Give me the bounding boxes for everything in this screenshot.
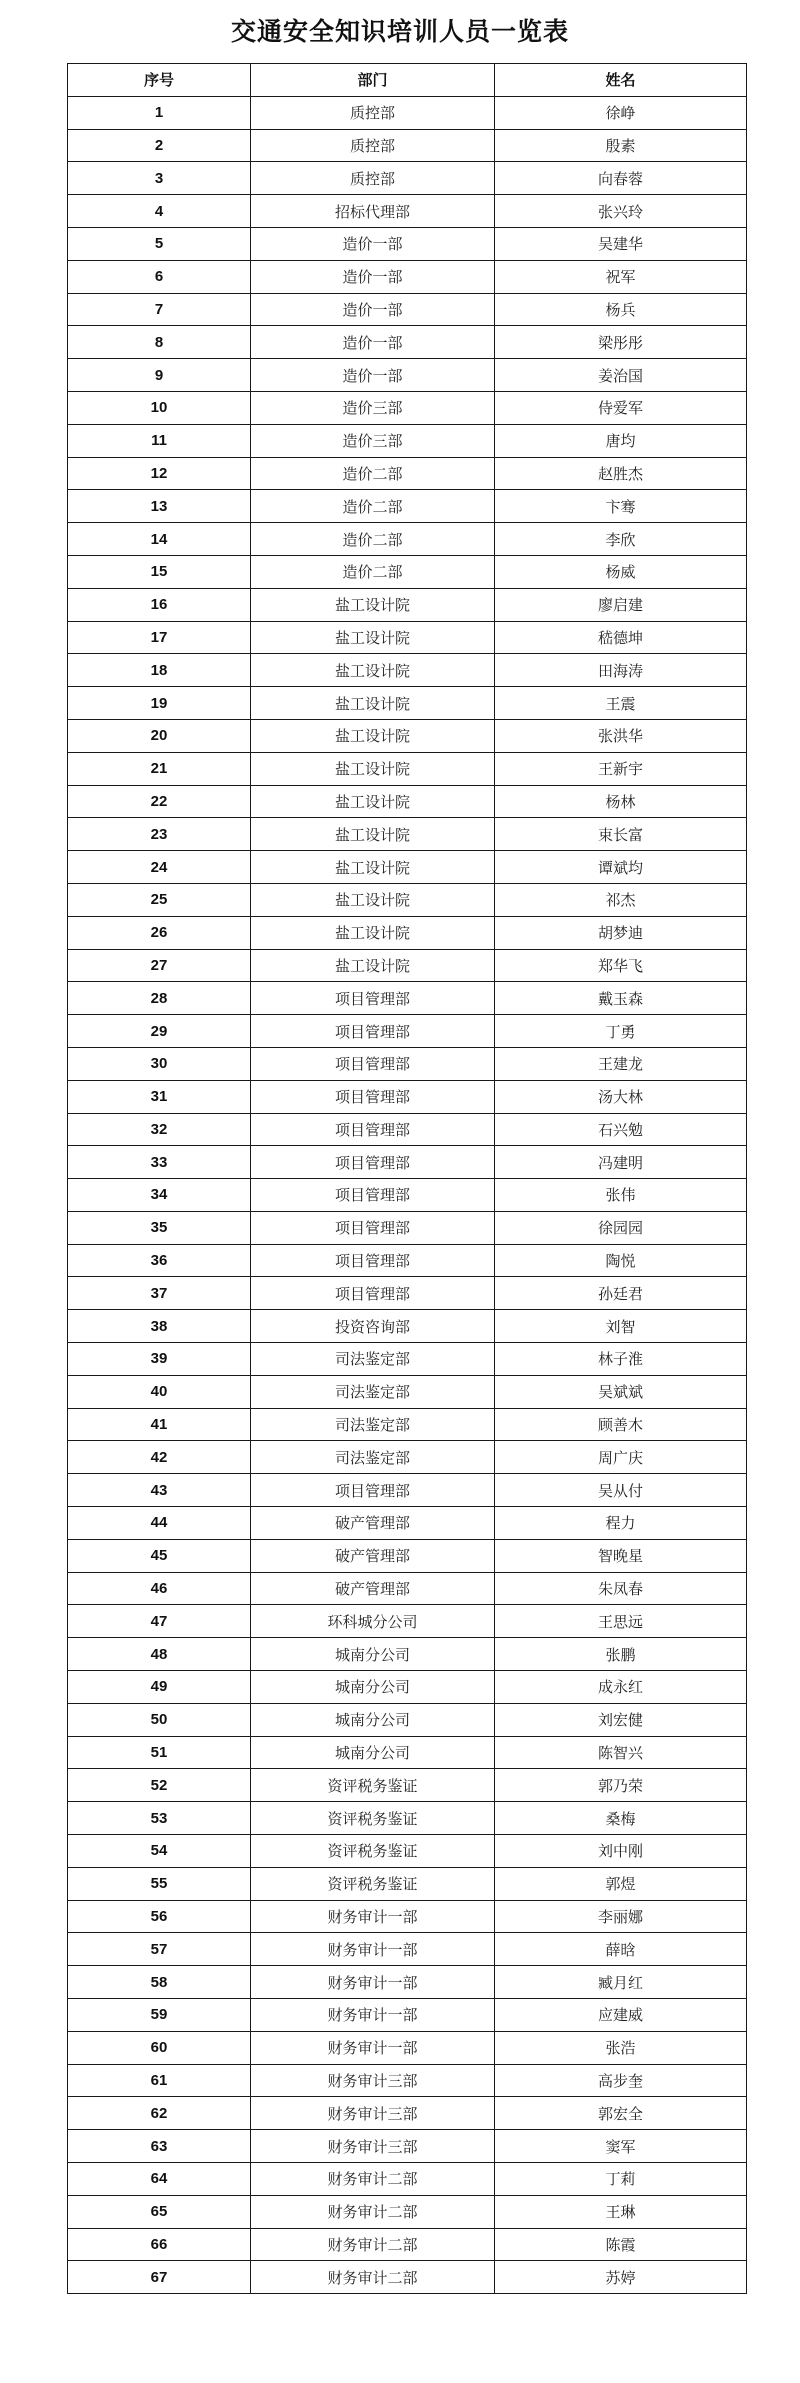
- row-index: 18: [68, 654, 251, 687]
- row-name: 王思远: [495, 1605, 747, 1638]
- row-department: 财务审计二部: [251, 2261, 495, 2294]
- row-name: 丁莉: [495, 2163, 747, 2196]
- row-department: 司法鉴定部: [251, 1441, 495, 1474]
- header-department: 部门: [251, 64, 495, 97]
- table-row: [68, 1047, 747, 1080]
- row-index: 33: [68, 1146, 251, 1179]
- table-row: [68, 1244, 747, 1277]
- row-index: 11: [68, 424, 251, 457]
- table-row: [68, 687, 747, 720]
- row-name: 薛晗: [495, 1933, 747, 1966]
- row-index: 19: [68, 687, 251, 720]
- row-name: 徐峥: [495, 96, 747, 129]
- row-name: 王琳: [495, 2195, 747, 2228]
- table-row: [68, 424, 747, 457]
- row-department: 资评税务鉴证: [251, 1835, 495, 1868]
- table-row: [68, 1080, 747, 1113]
- row-index: 15: [68, 555, 251, 588]
- table-header-row: [68, 64, 747, 97]
- row-index: 21: [68, 752, 251, 785]
- table-row: [68, 2064, 747, 2097]
- table-row: [68, 1835, 747, 1868]
- table-row: [68, 260, 747, 293]
- row-index: 17: [68, 621, 251, 654]
- row-index: 10: [68, 391, 251, 424]
- row-department: 项目管理部: [251, 1113, 495, 1146]
- row-department: 盐工设计院: [251, 883, 495, 916]
- row-name: 嵇德坤: [495, 621, 747, 654]
- row-department: 盐工设计院: [251, 588, 495, 621]
- table-row: [68, 621, 747, 654]
- row-department: 司法鉴定部: [251, 1375, 495, 1408]
- row-department: 城南分公司: [251, 1703, 495, 1736]
- row-index: 41: [68, 1408, 251, 1441]
- table-row: [68, 818, 747, 851]
- row-index: 59: [68, 1999, 251, 2032]
- row-name: 刘中刚: [495, 1835, 747, 1868]
- row-department: 司法鉴定部: [251, 1408, 495, 1441]
- row-department: 破产管理部: [251, 1539, 495, 1572]
- row-index: 25: [68, 883, 251, 916]
- row-name: 祁杰: [495, 883, 747, 916]
- table-row: [68, 588, 747, 621]
- table-row: [68, 1310, 747, 1343]
- row-index: 60: [68, 2031, 251, 2064]
- table-row: [68, 752, 747, 785]
- table-row: [68, 2031, 747, 2064]
- table-row: [68, 129, 747, 162]
- row-index: 12: [68, 457, 251, 490]
- row-name: 束长富: [495, 818, 747, 851]
- row-name: 陈智兴: [495, 1736, 747, 1769]
- table-row: [68, 227, 747, 260]
- row-index: 55: [68, 1867, 251, 1900]
- row-name: 汤大林: [495, 1080, 747, 1113]
- row-department: 项目管理部: [251, 1244, 495, 1277]
- table-row: [68, 1277, 747, 1310]
- row-department: 司法鉴定部: [251, 1343, 495, 1376]
- row-name: 丁勇: [495, 1015, 747, 1048]
- row-department: 项目管理部: [251, 1179, 495, 1212]
- table-row: [68, 2130, 747, 2163]
- row-department: 造价二部: [251, 555, 495, 588]
- row-name: 石兴勉: [495, 1113, 747, 1146]
- row-department: 造价一部: [251, 293, 495, 326]
- row-name: 郭乃荣: [495, 1769, 747, 1802]
- row-department: 项目管理部: [251, 1277, 495, 1310]
- row-name: 徐园园: [495, 1211, 747, 1244]
- row-name: 祝军: [495, 260, 747, 293]
- row-name: 窦军: [495, 2130, 747, 2163]
- row-department: 招标代理部: [251, 195, 495, 228]
- row-name: 张兴玲: [495, 195, 747, 228]
- table-row: [68, 1211, 747, 1244]
- row-name: 殷素: [495, 129, 747, 162]
- row-department: 项目管理部: [251, 1211, 495, 1244]
- table-row: [68, 1441, 747, 1474]
- row-name: 智晚星: [495, 1539, 747, 1572]
- row-department: 破产管理部: [251, 1572, 495, 1605]
- row-index: 2: [68, 129, 251, 162]
- row-index: 8: [68, 326, 251, 359]
- row-name: 唐均: [495, 424, 747, 457]
- row-index: 52: [68, 1769, 251, 1802]
- row-index: 58: [68, 1966, 251, 1999]
- row-name: 杨林: [495, 785, 747, 818]
- row-name: 苏婷: [495, 2261, 747, 2294]
- row-name: 臧月红: [495, 1966, 747, 1999]
- row-index: 36: [68, 1244, 251, 1277]
- row-department: 城南分公司: [251, 1638, 495, 1671]
- row-index: 62: [68, 2097, 251, 2130]
- row-index: 50: [68, 1703, 251, 1736]
- row-department: 城南分公司: [251, 1671, 495, 1704]
- table-row: [68, 1507, 747, 1540]
- table-row: [68, 1867, 747, 1900]
- table-row: [68, 851, 747, 884]
- table-row: [68, 1343, 747, 1376]
- row-name: 陈霞: [495, 2228, 747, 2261]
- row-index: 37: [68, 1277, 251, 1310]
- table-row: [68, 1572, 747, 1605]
- row-department: 质控部: [251, 162, 495, 195]
- table-row: [68, 2228, 747, 2261]
- row-name: 赵胜杰: [495, 457, 747, 490]
- row-name: 桑梅: [495, 1802, 747, 1835]
- row-index: 30: [68, 1047, 251, 1080]
- row-index: 51: [68, 1736, 251, 1769]
- row-index: 4: [68, 195, 251, 228]
- row-name: 冯建明: [495, 1146, 747, 1179]
- table-row: [68, 1703, 747, 1736]
- row-department: 财务审计二部: [251, 2228, 495, 2261]
- row-name: 郭煜: [495, 1867, 747, 1900]
- table-row: [68, 1474, 747, 1507]
- row-department: 项目管理部: [251, 1474, 495, 1507]
- table-row: [68, 1179, 747, 1212]
- row-department: 城南分公司: [251, 1736, 495, 1769]
- header-name: 姓名: [495, 64, 747, 97]
- table-row: [68, 982, 747, 1015]
- row-department: 造价三部: [251, 391, 495, 424]
- row-department: 破产管理部: [251, 1507, 495, 1540]
- row-index: 14: [68, 523, 251, 556]
- row-index: 53: [68, 1802, 251, 1835]
- row-name: 张鹏: [495, 1638, 747, 1671]
- row-department: 造价一部: [251, 359, 495, 392]
- row-index: 29: [68, 1015, 251, 1048]
- row-name: 王新宇: [495, 752, 747, 785]
- row-department: 造价三部: [251, 424, 495, 457]
- row-name: 向春蓉: [495, 162, 747, 195]
- table-row: [68, 555, 747, 588]
- row-department: 造价二部: [251, 490, 495, 523]
- row-department: 盐工设计院: [251, 949, 495, 982]
- row-department: 造价二部: [251, 523, 495, 556]
- table-row: [68, 2261, 747, 2294]
- row-index: 22: [68, 785, 251, 818]
- row-department: 项目管理部: [251, 982, 495, 1015]
- row-department: 盐工设计院: [251, 719, 495, 752]
- row-department: 资评税务鉴证: [251, 1769, 495, 1802]
- row-index: 7: [68, 293, 251, 326]
- row-index: 42: [68, 1441, 251, 1474]
- row-index: 64: [68, 2163, 251, 2196]
- table-row: [68, 1375, 747, 1408]
- row-department: 盐工设计院: [251, 654, 495, 687]
- table-row: [68, 523, 747, 556]
- table-row: [68, 1539, 747, 1572]
- row-index: 49: [68, 1671, 251, 1704]
- row-department: 投资咨询部: [251, 1310, 495, 1343]
- row-name: 卞骞: [495, 490, 747, 523]
- table-row: [68, 654, 747, 687]
- row-name: 郑华飞: [495, 949, 747, 982]
- row-index: 38: [68, 1310, 251, 1343]
- row-index: 34: [68, 1179, 251, 1212]
- row-department: 项目管理部: [251, 1080, 495, 1113]
- row-index: 48: [68, 1638, 251, 1671]
- row-department: 造价一部: [251, 326, 495, 359]
- row-name: 王建龙: [495, 1047, 747, 1080]
- row-department: 财务审计三部: [251, 2097, 495, 2130]
- row-index: 9: [68, 359, 251, 392]
- row-name: 郭宏全: [495, 2097, 747, 2130]
- table-row: [68, 1769, 747, 1802]
- row-name: 谭斌均: [495, 851, 747, 884]
- row-department: 项目管理部: [251, 1047, 495, 1080]
- table-row: [68, 391, 747, 424]
- row-index: 27: [68, 949, 251, 982]
- row-index: 26: [68, 916, 251, 949]
- row-department: 质控部: [251, 129, 495, 162]
- row-index: 28: [68, 982, 251, 1015]
- row-index: 44: [68, 1507, 251, 1540]
- table-row: [68, 1015, 747, 1048]
- row-department: 造价一部: [251, 260, 495, 293]
- row-name: 成永红: [495, 1671, 747, 1704]
- row-name: 戴玉森: [495, 982, 747, 1015]
- table-row: [68, 916, 747, 949]
- row-index: 40: [68, 1375, 251, 1408]
- table-row: [68, 2163, 747, 2196]
- row-name: 吴建华: [495, 227, 747, 260]
- table-row: [68, 1408, 747, 1441]
- row-index: 1: [68, 96, 251, 129]
- row-department: 财务审计一部: [251, 2031, 495, 2064]
- table-row: [68, 359, 747, 392]
- row-name: 张伟: [495, 1179, 747, 1212]
- row-department: 财务审计一部: [251, 1900, 495, 1933]
- row-department: 盐工设计院: [251, 851, 495, 884]
- row-department: 财务审计二部: [251, 2163, 495, 2196]
- row-department: 资评税务鉴证: [251, 1867, 495, 1900]
- row-name: 胡梦迪: [495, 916, 747, 949]
- row-index: 20: [68, 719, 251, 752]
- row-index: 39: [68, 1343, 251, 1376]
- row-name: 孙廷君: [495, 1277, 747, 1310]
- row-department: 盐工设计院: [251, 785, 495, 818]
- row-department: 造价二部: [251, 457, 495, 490]
- table-row: [68, 883, 747, 916]
- table-row: [68, 949, 747, 982]
- table-row: [68, 457, 747, 490]
- row-index: 63: [68, 2130, 251, 2163]
- row-department: 财务审计一部: [251, 1933, 495, 1966]
- row-index: 16: [68, 588, 251, 621]
- table-row: [68, 1900, 747, 1933]
- row-department: 资评税务鉴证: [251, 1802, 495, 1835]
- row-department: 财务审计三部: [251, 2064, 495, 2097]
- row-index: 46: [68, 1572, 251, 1605]
- table-row: [68, 2195, 747, 2228]
- row-department: 盐工设计院: [251, 687, 495, 720]
- table-row: [68, 1999, 747, 2032]
- table-row: [68, 2097, 747, 2130]
- row-index: 61: [68, 2064, 251, 2097]
- table-row: [68, 1933, 747, 1966]
- row-name: 李丽娜: [495, 1900, 747, 1933]
- row-department: 财务审计二部: [251, 2195, 495, 2228]
- row-index: 56: [68, 1900, 251, 1933]
- row-index: 3: [68, 162, 251, 195]
- row-name: 陶悦: [495, 1244, 747, 1277]
- row-name: 张洪华: [495, 719, 747, 752]
- row-index: 66: [68, 2228, 251, 2261]
- table-row: [68, 1802, 747, 1835]
- row-name: 李欣: [495, 523, 747, 556]
- table-row: [68, 1113, 747, 1146]
- row-department: 造价一部: [251, 227, 495, 260]
- table-row: [68, 195, 747, 228]
- table-row: [68, 719, 747, 752]
- personnel-table: [67, 63, 747, 2294]
- row-name: 侍爱军: [495, 391, 747, 424]
- row-name: 应建威: [495, 1999, 747, 2032]
- row-department: 项目管理部: [251, 1146, 495, 1179]
- row-department: 盐工设计院: [251, 752, 495, 785]
- row-name: 杨兵: [495, 293, 747, 326]
- row-index: 32: [68, 1113, 251, 1146]
- row-index: 47: [68, 1605, 251, 1638]
- page-title: 交通安全知识培训人员一览表: [230, 17, 569, 46]
- table-row: [68, 490, 747, 523]
- row-index: 13: [68, 490, 251, 523]
- row-index: 54: [68, 1835, 251, 1868]
- table-row: [68, 326, 747, 359]
- row-name: 吴从付: [495, 1474, 747, 1507]
- table-row: [68, 1146, 747, 1179]
- row-index: 5: [68, 227, 251, 260]
- row-department: 财务审计一部: [251, 1999, 495, 2032]
- row-index: 45: [68, 1539, 251, 1572]
- row-index: 35: [68, 1211, 251, 1244]
- table-row: [68, 293, 747, 326]
- row-department: 环科城分公司: [251, 1605, 495, 1638]
- row-name: 周广庆: [495, 1441, 747, 1474]
- row-department: 财务审计一部: [251, 1966, 495, 1999]
- table-row: [68, 96, 747, 129]
- table-row: [68, 785, 747, 818]
- row-index: 31: [68, 1080, 251, 1113]
- row-name: 田海涛: [495, 654, 747, 687]
- row-name: 廖启建: [495, 588, 747, 621]
- table-row: [68, 1638, 747, 1671]
- row-index: 65: [68, 2195, 251, 2228]
- row-name: 高步奎: [495, 2064, 747, 2097]
- row-department: 财务审计三部: [251, 2130, 495, 2163]
- row-index: 24: [68, 851, 251, 884]
- row-name: 顾善木: [495, 1408, 747, 1441]
- row-name: 杨威: [495, 555, 747, 588]
- row-index: 23: [68, 818, 251, 851]
- row-index: 43: [68, 1474, 251, 1507]
- row-index: 6: [68, 260, 251, 293]
- row-department: 质控部: [251, 96, 495, 129]
- row-name: 王震: [495, 687, 747, 720]
- row-name: 刘宏健: [495, 1703, 747, 1736]
- row-name: 朱凤春: [495, 1572, 747, 1605]
- row-name: 梁彤彤: [495, 326, 747, 359]
- row-name: 张浩: [495, 2031, 747, 2064]
- row-department: 盐工设计院: [251, 818, 495, 851]
- row-index: 57: [68, 1933, 251, 1966]
- row-department: 盐工设计院: [251, 621, 495, 654]
- row-department: 盐工设计院: [251, 916, 495, 949]
- header-index: 序号: [68, 64, 251, 97]
- table-row: [68, 1736, 747, 1769]
- table-row: [68, 1966, 747, 1999]
- row-name: 刘智: [495, 1310, 747, 1343]
- row-index: 67: [68, 2261, 251, 2294]
- table-row: [68, 1605, 747, 1638]
- row-name: 林子淮: [495, 1343, 747, 1376]
- table-row: [68, 1671, 747, 1704]
- row-name: 姜治国: [495, 359, 747, 392]
- row-department: 项目管理部: [251, 1015, 495, 1048]
- row-name: 程力: [495, 1507, 747, 1540]
- table-body: [68, 96, 747, 2293]
- table-row: [68, 162, 747, 195]
- row-name: 吴斌斌: [495, 1375, 747, 1408]
